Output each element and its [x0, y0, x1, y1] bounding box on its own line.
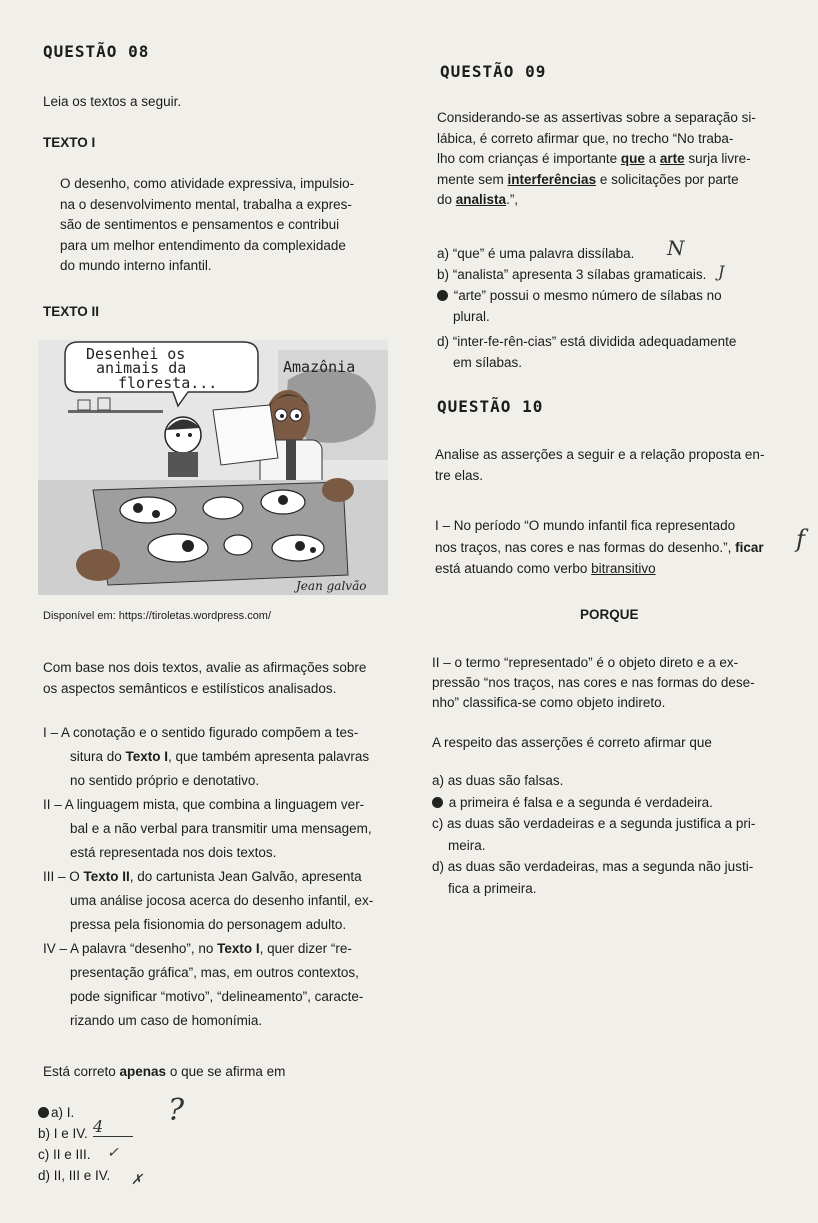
q8-prompt-line: Com base nos dois textos, avalie as afirmações sobre	[43, 660, 367, 675]
item-3-line: uma análise jocosa acerca do desenho infantil, ex-	[70, 893, 374, 908]
option-label: b) “analista” apresenta 3 sílabas gramaticais.	[437, 267, 707, 282]
texto2-label: TEXTO II	[43, 304, 100, 319]
item-4-texto-ref: Texto I	[217, 941, 260, 956]
conclusion-emphasis: apenas	[119, 1064, 167, 1079]
item-3-text: III – O	[43, 869, 84, 884]
q9-underlined-word: analista	[455, 192, 507, 207]
speech-line-3: floresta...	[118, 374, 218, 392]
item-3-texto-ref: Texto II	[83, 869, 130, 884]
q10-option-c-cont: meira.	[448, 837, 486, 853]
option-label: d) as duas são verdadeiras, mas a segunda não justi-	[432, 859, 754, 874]
q9-stem-text: e solicitações por parte	[596, 171, 739, 187]
porque-label: PORQUE	[580, 607, 639, 622]
q10-intro-line: Analise as asserções a seguir e a relação proposta en-	[435, 447, 765, 462]
q9-option-d-cont: em sílabas.	[453, 355, 523, 370]
q10-assertion-1	[435, 515, 800, 580]
q9-underlined-word: arte	[659, 151, 685, 166]
texto1-line: do mundo interno infantil.	[60, 258, 212, 273]
option-label: b) I e IV.	[38, 1126, 88, 1141]
item-4-text: , quer dizer “re-	[259, 941, 352, 956]
q9-stem-text: mente sem	[437, 171, 508, 187]
q9-stem-text: surja livre-	[684, 151, 751, 166]
option-label: a) I.	[51, 1105, 75, 1120]
q9-stem	[437, 108, 802, 211]
assertion-1-line: I – No período “O mundo infantil fica representado	[435, 518, 736, 533]
q10-assertion-2	[432, 653, 802, 713]
q9-stem-text: lho com crianças é importante	[437, 151, 621, 166]
pen-mark-j: J	[718, 262, 725, 281]
assertion-2-line: nho” classifica-se como objeto indireto.	[432, 695, 666, 710]
answer-mark-icon	[38, 1107, 49, 1118]
q8-option-c[interactable]	[38, 1144, 110, 1165]
q9-option-a[interactable]	[437, 243, 797, 264]
source-credit: Disponível em: https://tiroletas.wordpress.com/	[43, 610, 272, 622]
q9-stem-text: .”,	[506, 192, 519, 207]
q8-conclusion	[43, 1062, 285, 1083]
q9-stem-line: lábica, é correto afirmar que, no trecho “No traba-	[437, 130, 734, 146]
assertion-2-line: II – o termo “representado” é o objeto direto e a ex-	[432, 655, 739, 670]
q9-title: QUESTÃO 09	[440, 62, 547, 81]
item-2-line: bal e a não verbal para transmitir uma mensagem,	[70, 821, 372, 836]
item-3-text: , do cartunista Jean Galvão, apresenta	[129, 869, 362, 884]
assertion-1-underlined: bitransitivo	[591, 561, 656, 576]
pen-check-mark: ✓	[107, 1145, 119, 1161]
speech-line-2: animais da	[96, 359, 187, 377]
q9-stem-line: Considerando-se as assertivas sobre a separação si-	[437, 110, 756, 125]
q8-options	[38, 1102, 110, 1186]
q8-prompt-line: os aspectos semânticos e estilísticos analisados.	[43, 680, 337, 696]
item-3	[43, 865, 423, 937]
answer-mark-icon	[432, 797, 443, 808]
assertion-1-emphasis: ficar	[735, 539, 764, 555]
option-label: d) “inter-fe-rên-cias” está dividida adequadamente	[437, 334, 737, 349]
item-3-line: pressa pela fisionomia do personagem adulto.	[70, 917, 347, 932]
cartoon-signature: Jean galvão	[296, 579, 367, 593]
item-2-line: está representada nos dois textos.	[70, 845, 277, 860]
item-2	[43, 793, 423, 865]
texto1-line: na o desenvolvimento mental, trabalha a expres-	[60, 196, 352, 212]
q10-option-d-cont: fica a primeira.	[448, 880, 537, 896]
q8-intro: Leia os textos a seguir.	[43, 94, 182, 109]
item-1-line: I – A conotação e o sentido figurado compõem a tes-	[43, 725, 359, 740]
assertion-2-line: pressão “nos traços, nas cores e nas formas do dese-	[432, 675, 755, 690]
q9-option-c[interactable]	[437, 285, 797, 306]
option-label: c) as duas são verdadeiras e a segunda justifica a pri-	[432, 816, 756, 831]
q8-title: QUESTÃO 08	[43, 42, 150, 61]
q8-prompt	[43, 658, 413, 699]
item-1-text: , que também apresenta palavras	[168, 749, 370, 764]
texto1-line: O desenho, como atividade expressiva, impulsio-	[60, 176, 355, 191]
speech-line-1: Desenhei os	[86, 345, 186, 363]
item-4	[43, 937, 423, 1033]
item-4-line: presentação gráfica”, mas, em outros contextos,	[70, 965, 359, 980]
item-1	[43, 721, 423, 793]
q10-title: QUESTÃO 10	[437, 397, 544, 416]
item-1-line: no sentido próprio e denotativo.	[70, 773, 260, 788]
texto1-line: para um melhor entendimento da complexidade	[60, 237, 346, 253]
q10-options	[432, 770, 802, 899]
pen-question-mark: ?	[168, 1093, 185, 1128]
q8-option-d[interactable]	[38, 1165, 110, 1186]
q9-options	[437, 243, 797, 373]
q10-option-c[interactable]	[432, 813, 802, 835]
item-2-line: II – A linguagem mista, que combina a linguagem ver-	[43, 797, 365, 812]
item-1-text: situra do	[70, 749, 126, 764]
option-label: a) as duas são falsas.	[432, 773, 564, 788]
q9-option-c-cont: plural.	[453, 309, 490, 324]
pen-mark-b: 4	[93, 1117, 133, 1137]
q9-option-d[interactable]	[437, 331, 797, 352]
map-label: Amazônia	[283, 358, 356, 376]
item-4-line: rizando um caso de homonímia.	[70, 1013, 263, 1028]
q9-underlined-word: que	[620, 151, 645, 166]
option-label: d) II, III e IV.	[38, 1168, 111, 1183]
conclusion-text: o que se afirma em	[166, 1064, 286, 1079]
texto1-label: TEXTO I	[43, 135, 96, 150]
item-1-texto-ref: Texto I	[125, 749, 169, 764]
assertion-1-text: está atuando como verbo	[435, 561, 592, 576]
answer-mark-icon	[437, 290, 448, 301]
q9-option-b[interactable]	[437, 264, 797, 285]
q10-intro-line: tre elas.	[435, 467, 484, 483]
q9-underlined-word: interferências	[507, 171, 597, 187]
q10-option-d[interactable]	[432, 856, 802, 878]
assertion-1-text: nos traços, nas cores e nas formas do desenho.”,	[435, 539, 736, 555]
pen-cross-mark: ✗	[131, 1172, 143, 1188]
pen-mark-n: N	[667, 236, 685, 260]
item-4-line: pode significar “motivo”, “delineamento”, caracte-	[70, 989, 364, 1004]
option-label: a) “que” é uma palavra dissílaba.	[437, 246, 635, 261]
option-label: c) II e III.	[38, 1147, 91, 1162]
texto1-body	[60, 174, 410, 277]
q9-stem-text: do	[437, 192, 456, 207]
q8-items	[43, 721, 423, 1033]
conclusion-text: Está correto	[43, 1064, 120, 1079]
q9-stem-text: a	[644, 151, 660, 166]
q10-prompt: A respeito das asserções é correto afirmar que	[432, 735, 712, 750]
option-label: “arte” possui o mesmo número de sílabas no	[453, 288, 722, 303]
q10-option-b[interactable]	[432, 792, 802, 814]
option-label: a primeira é falsa e a segunda é verdadeira.	[448, 794, 713, 810]
item-4-text: IV – A palavra “desenho”, no	[43, 941, 218, 956]
q10-intro	[435, 445, 800, 486]
cartoon-illustration	[38, 340, 388, 595]
q10-option-a[interactable]	[432, 770, 802, 792]
texto1-line: são de sentimentos e pensamentos e contribui	[60, 217, 340, 232]
pen-mark-f: f	[796, 525, 805, 553]
